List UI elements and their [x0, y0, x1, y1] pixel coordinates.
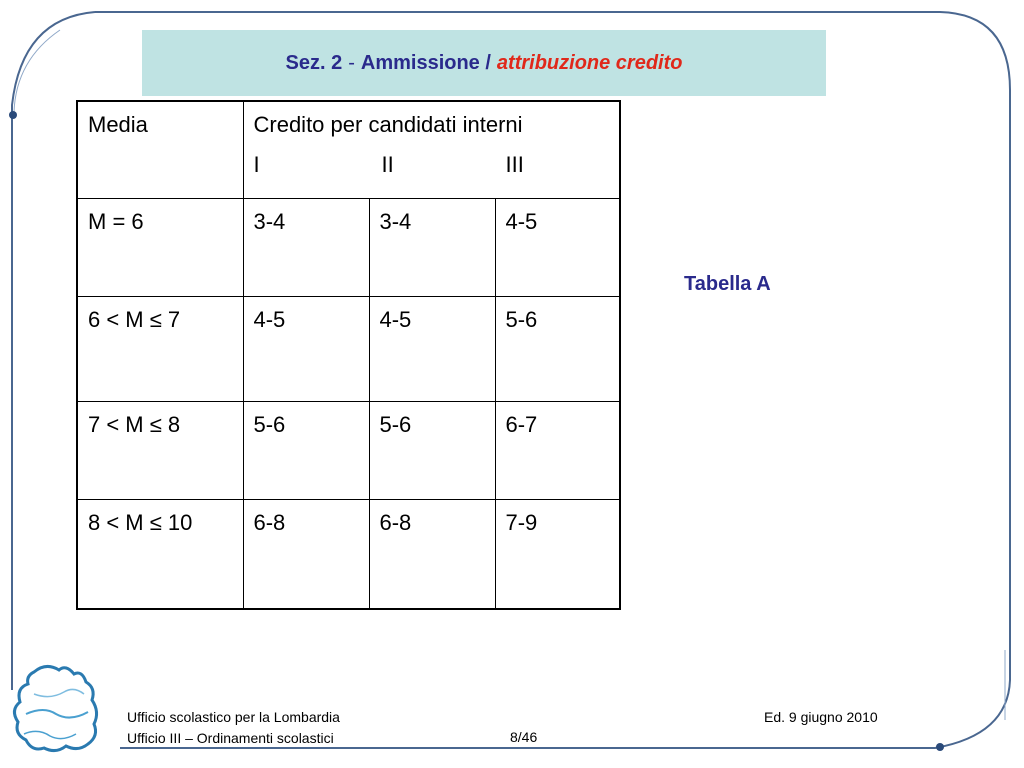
row-credit-year-2: 6-8 — [369, 499, 495, 609]
page-number: 8/46 — [510, 729, 538, 745]
footer-office-line1: Ufficio scolastico per la Lombardia — [127, 709, 340, 725]
row-credit-year-1: 3-4 — [243, 198, 369, 296]
row-credit-year-1: 6-8 — [243, 499, 369, 609]
title-section: Sez. 2 — [285, 51, 343, 74]
lombardia-map-icon — [4, 654, 114, 764]
frame-dot-left — [9, 111, 17, 119]
table-row — [77, 296, 620, 401]
row-media: 8 < M ≤ 10 — [77, 499, 243, 609]
edition-date: Ed. 9 giugno 2010 — [764, 709, 878, 725]
header-year-1: I — [253, 152, 260, 177]
footer-office — [127, 707, 340, 749]
slide-title — [142, 30, 826, 96]
table-row — [77, 499, 620, 609]
row-media: M = 6 — [77, 198, 243, 296]
row-media: 7 < M ≤ 8 — [77, 401, 243, 499]
header-media: Media — [77, 101, 243, 198]
title-credit-assignment: attribuzione credito — [496, 51, 683, 74]
header-year-2: II — [381, 152, 394, 177]
row-credit-year-2: 4-5 — [369, 296, 495, 401]
header-years — [254, 152, 610, 178]
row-credit-year-2: 5-6 — [369, 401, 495, 499]
row-credit-year-3: 7-9 — [495, 499, 620, 609]
credit-table — [76, 100, 621, 610]
row-credit-year-1: 5-6 — [243, 401, 369, 499]
row-credit-year-1: 4-5 — [243, 296, 369, 401]
row-credit-year-3: 5-6 — [495, 296, 620, 401]
row-credit-year-3: 4-5 — [495, 198, 620, 296]
table-header-row — [77, 101, 620, 198]
frame-dot-bottom — [936, 743, 944, 751]
table-row — [77, 401, 620, 499]
footer-office-line2: Ufficio III – Ordinamenti scolastici — [127, 730, 334, 746]
table-row — [77, 198, 620, 296]
header-year-3: III — [505, 152, 524, 177]
header-credit — [243, 101, 620, 198]
header-credit-label: Credito per candidati interni — [253, 112, 523, 137]
row-credit-year-3: 6-7 — [495, 401, 620, 499]
table-caption: Tabella A — [684, 273, 771, 295]
row-credit-year-2: 3-4 — [369, 198, 495, 296]
row-media: 6 < M ≤ 7 — [77, 296, 243, 401]
title-separator: - — [348, 51, 355, 74]
title-admission: Ammissione / — [360, 51, 491, 74]
